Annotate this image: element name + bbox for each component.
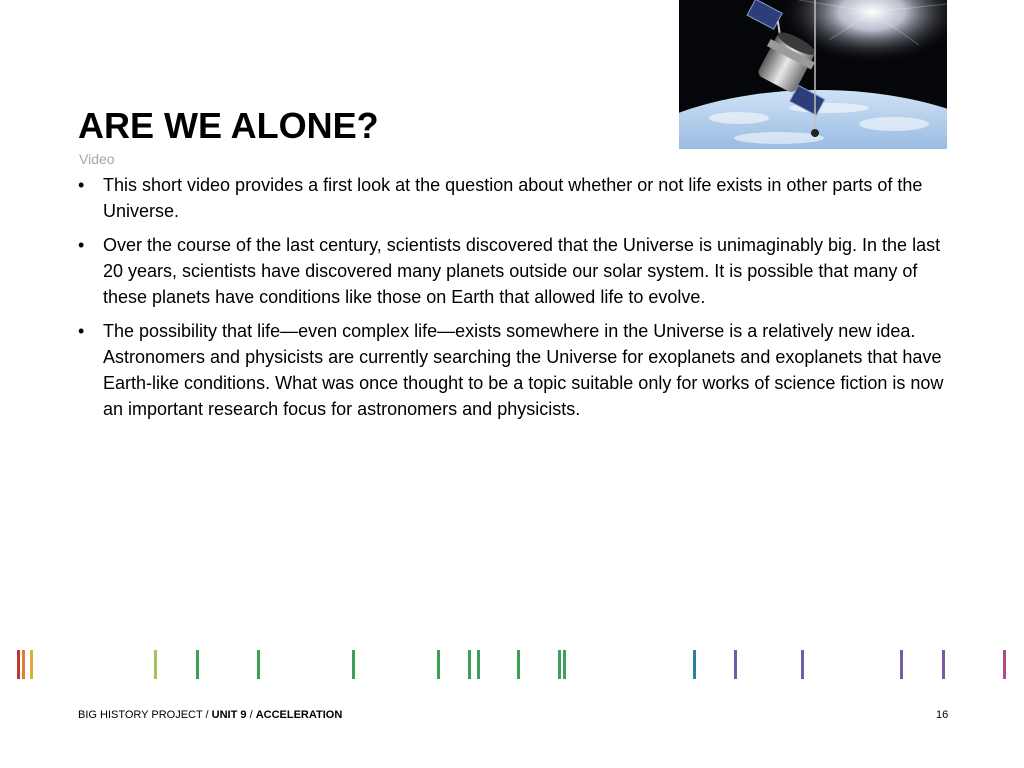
timeline-tick <box>517 650 520 679</box>
page-number: 16 <box>936 709 949 721</box>
timeline-tick <box>468 650 471 679</box>
footer-separator: / <box>202 709 212 721</box>
bullet-text: The possibility that life—even complex life—exists somewhere in the Universe is a relatively new idea. Astronomers and physicists are currently searching the Universe for exoplanets and exoplanets that have Earth-like conditions. What was once thought to be a topic suitable only for works of science fiction is now an important research focus for astronomers and physicists. <box>103 321 944 419</box>
timeline-tick <box>558 650 561 679</box>
timeline-tick <box>196 650 199 679</box>
timeline-tick <box>22 650 25 679</box>
timeline-color-bar <box>0 648 1024 680</box>
timeline-tick <box>942 650 945 679</box>
timeline-tick <box>693 650 696 679</box>
bullet-item <box>78 232 958 310</box>
timeline-tick <box>900 650 903 679</box>
bullet-item <box>78 318 958 422</box>
bullet-list <box>78 172 958 430</box>
footer-separator: / <box>246 709 256 721</box>
page-title: ARE WE ALONE? <box>78 105 379 146</box>
timeline-tick <box>437 650 440 679</box>
bullet-dot-icon: • <box>78 235 85 255</box>
footer-project: BIG HISTORY PROJECT <box>78 709 203 721</box>
timeline-tick <box>1003 650 1006 679</box>
bullet-text: This short video provides a first look at the question about whether or not life exists in other parts of the Universe. <box>103 175 923 221</box>
bullet-text: Over the course of the last century, scientists discovered that the Universe is unimaginably big. In the last 20 years, scientists have discovered many planets outside our solar system. It is possible that many of these planets have conditions like those on Earth that allowed life to evolve. <box>103 235 941 307</box>
hubble-telescope-image <box>679 0 947 149</box>
bullet-item <box>78 172 958 224</box>
timeline-tick <box>17 650 20 679</box>
timeline-tick <box>563 650 566 679</box>
timeline-tick <box>352 650 355 679</box>
timeline-tick <box>734 650 737 679</box>
footer-unit: UNIT 9 <box>211 709 247 721</box>
timeline-tick <box>477 650 480 679</box>
bullet-dot-icon: • <box>78 321 85 341</box>
timeline-tick <box>30 650 33 679</box>
timeline-tick <box>801 650 804 679</box>
footer-section: ACCELERATION <box>255 709 343 721</box>
timeline-tick <box>257 650 260 679</box>
bullet-dot-icon: • <box>78 175 85 195</box>
footer-breadcrumb <box>78 708 342 722</box>
timeline-tick <box>154 650 157 679</box>
page-subtitle: Video <box>79 151 115 167</box>
